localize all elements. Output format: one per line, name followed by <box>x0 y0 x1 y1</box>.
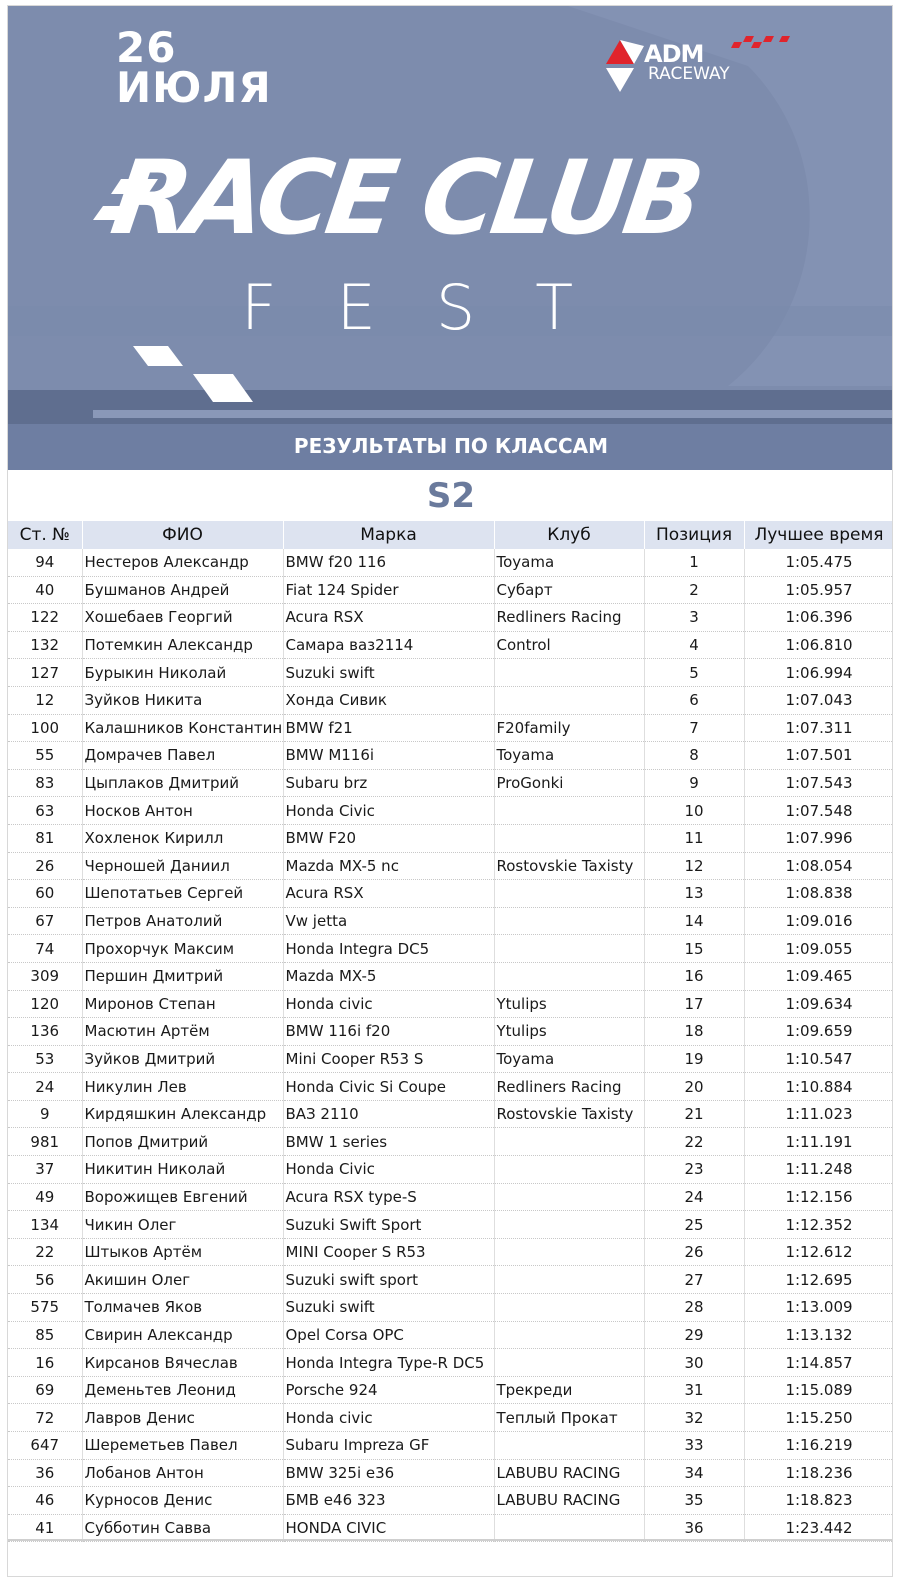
cell-position: 18 <box>644 1018 744 1046</box>
cell-start-number: 100 <box>8 714 82 742</box>
cell-name: Кирдяшкин Александр <box>82 1100 283 1128</box>
checkered-flag-icon <box>726 36 796 56</box>
cell-club: Rostovskie Taxisty <box>494 1100 644 1128</box>
cell-club: Теплый Прокат <box>494 1404 644 1432</box>
cell-best-time: 1:14.857 <box>744 1349 893 1377</box>
cell-name: Цыплаков Дмитрий <box>82 769 283 797</box>
cell-position: 12 <box>644 852 744 880</box>
column-header-car: Марка <box>283 521 494 549</box>
table-row <box>8 576 893 604</box>
cell-club <box>494 962 644 990</box>
cell-car: Honda Civic <box>283 1156 494 1184</box>
table-row <box>8 797 893 825</box>
section-title: РЕЗУЛЬТАТЫ ПО КЛАССАМ <box>293 434 609 458</box>
cell-best-time: 1:18.236 <box>744 1459 893 1487</box>
cell-position: 5 <box>644 659 744 687</box>
cell-best-time: 1:06.396 <box>744 604 893 632</box>
cell-club: Redliners Racing <box>494 604 644 632</box>
cell-car: ВАЗ 2110 <box>283 1100 494 1128</box>
cell-car: Самара ваз2114 <box>283 631 494 659</box>
logo-raceway-text: RACEWAY <box>648 64 730 84</box>
cell-best-time: 1:10.884 <box>744 1073 893 1101</box>
cell-position: 8 <box>644 742 744 770</box>
cell-start-number: 85 <box>8 1321 82 1349</box>
cell-position: 15 <box>644 935 744 963</box>
table-row <box>8 631 893 659</box>
cell-name: Бурыкин Николай <box>82 659 283 687</box>
cell-best-time: 1:12.612 <box>744 1238 893 1266</box>
cell-position: 14 <box>644 907 744 935</box>
table-row <box>8 1487 893 1515</box>
cell-start-number: 55 <box>8 742 82 770</box>
table-row <box>8 686 893 714</box>
cell-name: Никитин Николай <box>82 1156 283 1184</box>
table-row <box>8 1514 893 1542</box>
cell-name: Прохорчук Максим <box>82 935 283 963</box>
cell-start-number: 12 <box>8 686 82 714</box>
cell-position: 17 <box>644 990 744 1018</box>
cell-car: BMW 325i e36 <box>283 1459 494 1487</box>
cell-start-number: 46 <box>8 1487 82 1515</box>
cell-position: 30 <box>644 1349 744 1377</box>
cell-car: BMW M116i <box>283 742 494 770</box>
cell-best-time: 1:08.838 <box>744 880 893 908</box>
table-row <box>8 1266 893 1294</box>
cell-club <box>494 1432 644 1460</box>
cell-best-time: 1:10.547 <box>744 1045 893 1073</box>
cell-car: MINI Cooper S R53 <box>283 1238 494 1266</box>
cell-best-time: 1:06.810 <box>744 631 893 659</box>
table-bottom-border <box>8 1539 893 1541</box>
cell-club: Toyama <box>494 1045 644 1073</box>
cell-start-number: 41 <box>8 1514 82 1542</box>
cell-position: 27 <box>644 1266 744 1294</box>
cell-name: Калашников Константин <box>82 714 283 742</box>
cell-name: Першин Дмитрий <box>82 962 283 990</box>
cell-position: 23 <box>644 1156 744 1184</box>
cell-start-number: 127 <box>8 659 82 687</box>
cell-car: BMW f20 116 <box>283 549 494 576</box>
cell-position: 21 <box>644 1100 744 1128</box>
cell-car: Mazda MX-5 <box>283 962 494 990</box>
cell-club <box>494 1266 644 1294</box>
class-title: S2 <box>426 476 476 516</box>
cell-club <box>494 1321 644 1349</box>
cell-name: Чикин Олег <box>82 1211 283 1239</box>
cell-club <box>494 1183 644 1211</box>
cell-club <box>494 907 644 935</box>
event-date <box>116 23 272 112</box>
table-row <box>8 1294 893 1322</box>
table-row <box>8 714 893 742</box>
cell-position: 24 <box>644 1183 744 1211</box>
cell-club: Control <box>494 631 644 659</box>
cell-name: Деменьтев Леонид <box>82 1376 283 1404</box>
cell-name: Шереметьев Павел <box>82 1432 283 1460</box>
cell-best-time: 1:23.442 <box>744 1514 893 1542</box>
cell-position: 9 <box>644 769 744 797</box>
cell-start-number: 72 <box>8 1404 82 1432</box>
cell-start-number: 981 <box>8 1128 82 1156</box>
cell-car: Porsche 924 <box>283 1376 494 1404</box>
cell-position: 35 <box>644 1487 744 1515</box>
cell-name: Хошебаев Георгий <box>82 604 283 632</box>
cell-best-time: 1:11.023 <box>744 1100 893 1128</box>
table-row <box>8 1100 893 1128</box>
cell-best-time: 1:07.501 <box>744 742 893 770</box>
cell-best-time: 1:09.016 <box>744 907 893 935</box>
results-sheet <box>7 5 893 1577</box>
cell-car: Honda Civic Si Coupe <box>283 1073 494 1101</box>
cell-car: Honda civic <box>283 1404 494 1432</box>
cell-club: Ytulips <box>494 1018 644 1046</box>
cell-club <box>494 659 644 687</box>
cell-position: 36 <box>644 1514 744 1542</box>
table-row <box>8 990 893 1018</box>
cell-car: Honda Integra DC5 <box>283 935 494 963</box>
cell-position: 13 <box>644 880 744 908</box>
cell-name: Лобанов Антон <box>82 1459 283 1487</box>
adm-raceway-logo <box>606 36 806 96</box>
table-row <box>8 1045 893 1073</box>
cell-car: BMW 1 series <box>283 1128 494 1156</box>
table-header-row <box>8 521 893 549</box>
results-table <box>8 521 893 1542</box>
cell-car: Acura RSX type-S <box>283 1183 494 1211</box>
cell-start-number: 26 <box>8 852 82 880</box>
table-row <box>8 549 893 576</box>
cell-start-number: 69 <box>8 1376 82 1404</box>
cell-name: Никулин Лев <box>82 1073 283 1101</box>
cell-position: 33 <box>644 1432 744 1460</box>
cell-car: HONDA CIVIC <box>283 1514 494 1542</box>
cell-start-number: 9 <box>8 1100 82 1128</box>
cell-best-time: 1:05.475 <box>744 549 893 576</box>
cell-name: Шепотатьев Сергей <box>82 880 283 908</box>
cell-car: Vw jetta <box>283 907 494 935</box>
cell-car: Suzuki swift sport <box>283 1266 494 1294</box>
cell-best-time: 1:07.548 <box>744 797 893 825</box>
cell-car: Suzuki swift <box>283 1294 494 1322</box>
cell-car: Fiat 124 Spider <box>283 576 494 604</box>
cell-club: ProGonki <box>494 769 644 797</box>
table-row <box>8 1432 893 1460</box>
cell-car: Mini Cooper R53 S <box>283 1045 494 1073</box>
cell-car: Honda civic <box>283 990 494 1018</box>
cell-car: BMW f21 <box>283 714 494 742</box>
table-row <box>8 1018 893 1046</box>
column-header-position: Позиция <box>644 521 744 549</box>
cell-best-time: 1:08.054 <box>744 852 893 880</box>
cell-car: Subaru brz <box>283 769 494 797</box>
cell-start-number: 94 <box>8 549 82 576</box>
table-row <box>8 824 893 852</box>
table-row <box>8 935 893 963</box>
cell-start-number: 647 <box>8 1432 82 1460</box>
cell-name: Попов Дмитрий <box>82 1128 283 1156</box>
column-header-start-number: Ст. № <box>8 521 82 549</box>
table-row <box>8 1349 893 1377</box>
cell-club: Субарт <box>494 576 644 604</box>
cell-best-time: 1:12.352 <box>744 1211 893 1239</box>
cell-name: Лавров Денис <box>82 1404 283 1432</box>
cell-start-number: 53 <box>8 1045 82 1073</box>
cell-club <box>494 1211 644 1239</box>
table-row <box>8 962 893 990</box>
cell-start-number: 16 <box>8 1349 82 1377</box>
cell-car: BMW F20 <box>283 824 494 852</box>
cell-start-number: 37 <box>8 1156 82 1184</box>
cell-club: Redliners Racing <box>494 1073 644 1101</box>
date-month: ИЮЛЯ <box>116 63 272 112</box>
cell-start-number: 309 <box>8 962 82 990</box>
cell-car: BMW 116i f20 <box>283 1018 494 1046</box>
cell-club: Toyama <box>494 549 644 576</box>
cell-name: Бушманов Андрей <box>82 576 283 604</box>
cell-best-time: 1:07.311 <box>744 714 893 742</box>
cell-club: LABUBU RACING <box>494 1487 644 1515</box>
date-day: 26 <box>116 23 177 72</box>
cell-start-number: 40 <box>8 576 82 604</box>
cell-name: Хохленок Кирилл <box>82 824 283 852</box>
cell-club: Ytulips <box>494 990 644 1018</box>
cell-position: 31 <box>644 1376 744 1404</box>
cell-position: 3 <box>644 604 744 632</box>
cell-start-number: 36 <box>8 1459 82 1487</box>
table-row <box>8 1459 893 1487</box>
cell-best-time: 1:13.132 <box>744 1321 893 1349</box>
cell-best-time: 1:15.250 <box>744 1404 893 1432</box>
cell-best-time: 1:11.248 <box>744 1156 893 1184</box>
table-row <box>8 1183 893 1211</box>
cell-start-number: 122 <box>8 604 82 632</box>
cell-position: 19 <box>644 1045 744 1073</box>
cell-best-time: 1:05.957 <box>744 576 893 604</box>
cell-position: 4 <box>644 631 744 659</box>
cell-position: 16 <box>644 962 744 990</box>
cell-club <box>494 1238 644 1266</box>
cell-best-time: 1:16.219 <box>744 1432 893 1460</box>
cell-name: Толмачев Яков <box>82 1294 283 1322</box>
cell-name: Штыков Артём <box>82 1238 283 1266</box>
cell-name: Носков Антон <box>82 797 283 825</box>
cell-position: 20 <box>644 1073 744 1101</box>
cell-start-number: 74 <box>8 935 82 963</box>
cell-position: 32 <box>644 1404 744 1432</box>
table-row <box>8 1128 893 1156</box>
cell-name: Петров Анатолий <box>82 907 283 935</box>
cell-car: Suzuki swift <box>283 659 494 687</box>
cell-name: Масютин Артём <box>82 1018 283 1046</box>
cell-start-number: 81 <box>8 824 82 852</box>
column-header-name: ФИО <box>82 521 283 549</box>
cell-start-number: 132 <box>8 631 82 659</box>
cell-name: Нестеров Александр <box>82 549 283 576</box>
cell-position: 28 <box>644 1294 744 1322</box>
cell-position: 11 <box>644 824 744 852</box>
cell-club: Rostovskie Taxisty <box>494 852 644 880</box>
cell-name: Зуйков Дмитрий <box>82 1045 283 1073</box>
logo-triangles-icon <box>606 38 646 94</box>
cell-start-number: 56 <box>8 1266 82 1294</box>
cell-position: 25 <box>644 1211 744 1239</box>
cell-start-number: 22 <box>8 1238 82 1266</box>
cell-club: LABUBU RACING <box>494 1459 644 1487</box>
cell-club <box>494 1349 644 1377</box>
cell-position: 6 <box>644 686 744 714</box>
cell-car: Suzuki Swift Sport <box>283 1211 494 1239</box>
cell-club <box>494 686 644 714</box>
cell-best-time: 1:18.823 <box>744 1487 893 1515</box>
cell-position: 10 <box>644 797 744 825</box>
cell-best-time: 1:06.994 <box>744 659 893 687</box>
table-row <box>8 1321 893 1349</box>
cell-name: Свирин Александр <box>82 1321 283 1349</box>
cell-name: Миронов Степан <box>82 990 283 1018</box>
cell-club <box>494 1514 644 1542</box>
cell-club <box>494 935 644 963</box>
cell-start-number: 120 <box>8 990 82 1018</box>
cell-name: Потемкин Александр <box>82 631 283 659</box>
cell-best-time: 1:11.191 <box>744 1128 893 1156</box>
cell-car: Acura RSX <box>283 880 494 908</box>
cell-best-time: 1:13.009 <box>744 1294 893 1322</box>
cell-start-number: 60 <box>8 880 82 908</box>
cell-club: F20family <box>494 714 644 742</box>
cell-best-time: 1:09.634 <box>744 990 893 1018</box>
cell-name: Кирсанов Вячеслав <box>82 1349 283 1377</box>
cell-best-time: 1:09.055 <box>744 935 893 963</box>
table-row <box>8 1156 893 1184</box>
cell-name: Ворожищев Евгений <box>82 1183 283 1211</box>
table-row <box>8 1073 893 1101</box>
cell-name: Зуйков Никита <box>82 686 283 714</box>
cell-car: Honda Integra Type-R DC5 <box>283 1349 494 1377</box>
cell-start-number: 136 <box>8 1018 82 1046</box>
cell-name: Курносов Денис <box>82 1487 283 1515</box>
cell-club: Toyama <box>494 742 644 770</box>
cell-position: 34 <box>644 1459 744 1487</box>
cell-best-time: 1:12.695 <box>744 1266 893 1294</box>
cell-start-number: 575 <box>8 1294 82 1322</box>
cell-start-number: 63 <box>8 797 82 825</box>
cell-start-number: 67 <box>8 907 82 935</box>
cell-best-time: 1:15.089 <box>744 1376 893 1404</box>
cell-car: БМВ e46 323 <box>283 1487 494 1515</box>
cell-club <box>494 880 644 908</box>
cell-start-number: 49 <box>8 1183 82 1211</box>
table-row <box>8 1404 893 1432</box>
cell-best-time: 1:12.156 <box>744 1183 893 1211</box>
cell-club <box>494 1294 644 1322</box>
cell-best-time: 1:07.043 <box>744 686 893 714</box>
logo-adm-text: ADM <box>644 40 704 68</box>
cell-best-time: 1:09.659 <box>744 1018 893 1046</box>
cell-best-time: 1:07.543 <box>744 769 893 797</box>
cell-position: 26 <box>644 1238 744 1266</box>
event-banner <box>8 6 893 470</box>
cell-car: Хонда Сивик <box>283 686 494 714</box>
cell-name: Домрачев Павел <box>82 742 283 770</box>
table-body <box>8 549 893 1542</box>
cell-car: Opel Corsa OPC <box>283 1321 494 1349</box>
cell-position: 2 <box>644 576 744 604</box>
cell-club <box>494 824 644 852</box>
cell-position: 22 <box>644 1128 744 1156</box>
column-header-best-time: Лучшее время <box>744 521 893 549</box>
table-row <box>8 769 893 797</box>
cell-club: Трекреди <box>494 1376 644 1404</box>
cell-name: Субботин Савва <box>82 1514 283 1542</box>
cell-car: Acura RSX <box>283 604 494 632</box>
cell-name: Акишин Олег <box>82 1266 283 1294</box>
cell-start-number: 83 <box>8 769 82 797</box>
cell-start-number: 24 <box>8 1073 82 1101</box>
cell-club <box>494 1156 644 1184</box>
table-row <box>8 659 893 687</box>
table-row <box>8 1211 893 1239</box>
event-title: RACE CLUB <box>104 139 706 258</box>
table-row <box>8 1376 893 1404</box>
table-row <box>8 742 893 770</box>
cell-car: Honda Civic <box>283 797 494 825</box>
cell-car: Subaru Impreza GF <box>283 1432 494 1460</box>
cell-name: Черношей Даниил <box>82 852 283 880</box>
cell-car: Mazda MX-5 nc <box>283 852 494 880</box>
event-subtitle: FEST <box>241 271 634 344</box>
column-header-club: Клуб <box>494 521 644 549</box>
cell-club <box>494 797 644 825</box>
table-row <box>8 880 893 908</box>
cell-club <box>494 1128 644 1156</box>
table-row <box>8 604 893 632</box>
cell-best-time: 1:09.465 <box>744 962 893 990</box>
table-row <box>8 907 893 935</box>
cell-position: 1 <box>644 549 744 576</box>
cell-best-time: 1:07.996 <box>744 824 893 852</box>
table-row <box>8 852 893 880</box>
cell-position: 29 <box>644 1321 744 1349</box>
cell-position: 7 <box>644 714 744 742</box>
table-row <box>8 1238 893 1266</box>
cell-start-number: 134 <box>8 1211 82 1239</box>
